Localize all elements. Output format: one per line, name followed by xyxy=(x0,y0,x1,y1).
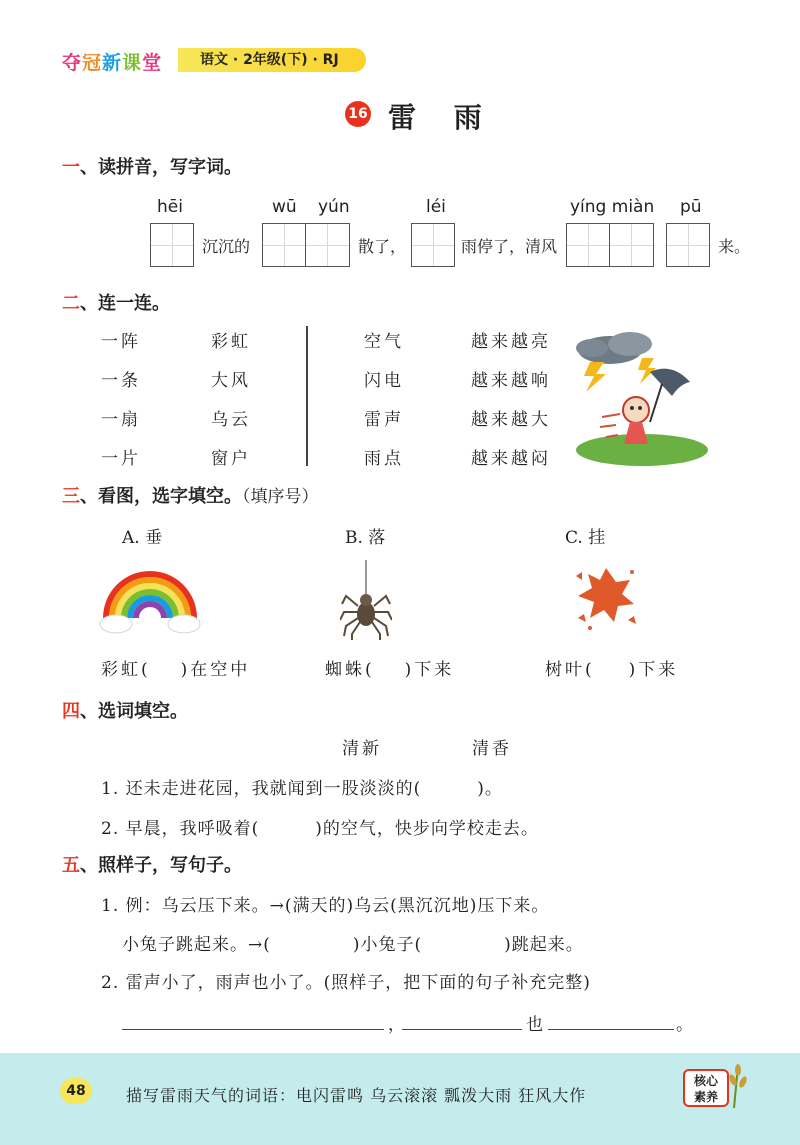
pinyin-wu: wū xyxy=(272,197,297,217)
brand-char: 新 xyxy=(102,52,123,74)
match-word[interactable]: 雨点 xyxy=(364,449,404,469)
comma-text: ， xyxy=(388,1015,405,1035)
section-2-heading xyxy=(62,289,170,315)
wheat-icon xyxy=(724,1060,750,1108)
match-word[interactable]: 彩虹 xyxy=(211,332,251,352)
storm-girl-illustration xyxy=(572,322,712,467)
umbrella-icon xyxy=(650,369,690,396)
match-word[interactable]: 越来越闷 xyxy=(471,449,551,469)
core-literacy-badge xyxy=(683,1069,729,1107)
answer-line-1[interactable] xyxy=(122,1029,384,1030)
section-number: 一 xyxy=(62,157,80,178)
text-chenchende: 沉沉的 xyxy=(202,237,251,256)
brand-char: 冠 xyxy=(82,52,103,74)
example-5-2: 2. 雷声小了，雨声也小了。(照样子，把下面的句子补充完整) xyxy=(101,973,591,993)
question-text: )的空气，快步向学校走去。 xyxy=(315,819,539,839)
section-number: 三 xyxy=(62,486,80,507)
option-c: C. 挂 xyxy=(565,528,606,548)
match-word[interactable]: 大风 xyxy=(211,371,251,391)
question-text: 1. 还未走进花园，我就闻到一股淡淡的( xyxy=(101,779,422,799)
falling-leaves-illustration xyxy=(570,562,642,634)
question-5-1 xyxy=(122,930,584,955)
question-text: 2. 早晨，我呼吸着( xyxy=(101,819,260,839)
pinyin-yingmian: yíng miàn xyxy=(570,197,655,217)
section-title: 、选词填空。 xyxy=(80,701,188,722)
section-4-heading xyxy=(62,697,188,723)
pinyin-hei: hēi xyxy=(157,197,183,217)
writing-box-wu[interactable] xyxy=(262,223,306,267)
section-3-heading xyxy=(62,482,319,508)
question-4-2 xyxy=(101,814,539,839)
match-word[interactable]: 雷声 xyxy=(364,410,404,430)
pinyin-yun: yún xyxy=(318,197,350,217)
fill-after: )下来 xyxy=(628,660,679,680)
maple-leaf-icon xyxy=(578,568,634,622)
fill-before: 蜘蛛( xyxy=(325,660,375,680)
section-title: 、看图，选字填空。 xyxy=(80,486,242,507)
fill-after: )下来 xyxy=(404,660,455,680)
word-option-qingxiang: 清香 xyxy=(472,739,512,759)
question-text: )。 xyxy=(477,779,503,799)
match-word[interactable]: 窗户 xyxy=(211,449,251,469)
match-word[interactable]: 一阵 xyxy=(101,332,141,352)
text-yutingle: 雨停了，清风 xyxy=(461,237,558,256)
match-word[interactable]: 闪电 xyxy=(364,371,404,391)
writing-box-yun[interactable] xyxy=(306,223,350,267)
page-number: 48 xyxy=(60,1078,92,1104)
writing-box-lei[interactable] xyxy=(411,223,455,267)
writing-box-ying[interactable] xyxy=(566,223,610,267)
lesson-title: 雷 雨 xyxy=(388,101,496,134)
brand-logo xyxy=(62,48,162,75)
word-option-qingxin: 清新 xyxy=(342,739,382,759)
section-note: （填序号） xyxy=(242,487,319,507)
subject-label: 语文 · 2年级(下) · RJ xyxy=(178,48,366,72)
column-divider xyxy=(306,326,308,466)
lesson-number: 16 xyxy=(345,101,371,127)
section-number: 五 xyxy=(62,855,80,876)
writing-box-pu[interactable] xyxy=(666,223,710,267)
fill-before: 树叶( xyxy=(545,660,595,680)
section-5-heading xyxy=(62,851,242,877)
cloud-icon xyxy=(100,615,132,633)
match-word[interactable]: 越来越大 xyxy=(471,410,551,430)
fill-item-spider xyxy=(325,655,454,680)
pinyin-pu: pū xyxy=(680,197,702,217)
question-text: )跳起来。 xyxy=(504,935,584,955)
option-a: A. 垂 xyxy=(122,528,163,548)
section-number: 四 xyxy=(62,701,80,722)
section-number: 二 xyxy=(62,293,80,314)
spider-illustration xyxy=(340,560,392,640)
fill-before: 彩虹( xyxy=(101,660,151,680)
pinyin-lei: léi xyxy=(426,197,446,217)
example-5-1: 1. 例：乌云压下来。→(满天的)乌云(黑沉沉地)压下来。 xyxy=(101,896,550,916)
match-word[interactable]: 越来越响 xyxy=(471,371,551,391)
writing-box-mian[interactable] xyxy=(610,223,654,267)
text-sanle: 散了， xyxy=(358,237,407,256)
fill-item-leaves xyxy=(545,655,678,680)
match-word[interactable]: 一片 xyxy=(101,449,141,469)
section-title: 、读拼音，写字词。 xyxy=(80,157,242,178)
brand-char: 夺 xyxy=(62,52,83,74)
match-word[interactable]: 一扇 xyxy=(101,410,141,430)
question-text: 小兔子跳起来。→( xyxy=(122,935,271,955)
lightning-icon xyxy=(584,362,606,392)
question-text: )小兔子( xyxy=(352,935,423,955)
fill-item-rainbow xyxy=(101,655,250,680)
option-b: B. 落 xyxy=(345,528,386,548)
writing-box-hei[interactable] xyxy=(150,223,194,267)
match-word[interactable]: 一条 xyxy=(101,371,141,391)
ye-text: 也 xyxy=(526,1015,543,1035)
badge-line: 素养 xyxy=(693,1090,718,1104)
answer-line-3[interactable] xyxy=(548,1029,674,1030)
period-text: 。 xyxy=(676,1015,693,1035)
match-word[interactable]: 越来越亮 xyxy=(471,332,551,352)
badge-line: 核心 xyxy=(693,1074,718,1088)
section-1-heading xyxy=(62,153,242,179)
fill-after: )在空中 xyxy=(180,660,251,680)
rainbow-illustration xyxy=(98,560,202,638)
text-lai: 来。 xyxy=(718,237,751,256)
brand-char: 课 xyxy=(122,52,143,74)
footer-vocabulary: 描写雷雨天气的词语：电闪雷鸣 乌云滚滚 瓢泼大雨 狂风大作 xyxy=(126,1086,587,1105)
answer-line-2[interactable] xyxy=(402,1029,522,1030)
match-word[interactable]: 乌云 xyxy=(211,410,251,430)
section-title: 、照样子，写句子。 xyxy=(80,855,242,876)
question-4-1 xyxy=(101,774,503,799)
section-title: 、连一连。 xyxy=(80,293,170,314)
match-word[interactable]: 空气 xyxy=(364,332,404,352)
brand-char: 堂 xyxy=(142,52,163,74)
